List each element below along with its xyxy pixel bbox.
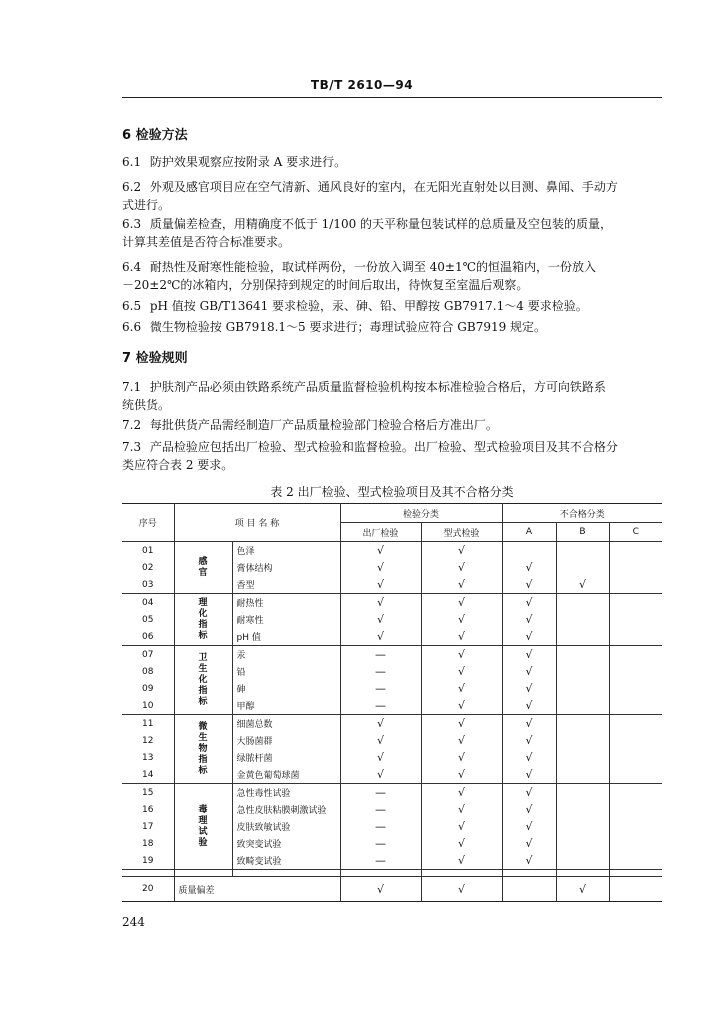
paragraph-line [122, 196, 667, 214]
row-item: 铅 [232, 663, 340, 680]
separator-cell [174, 870, 232, 877]
factory-check: √ [340, 732, 421, 749]
row-no: 20 [122, 877, 174, 902]
paragraph-line [122, 456, 667, 474]
class-c-mark [609, 732, 662, 749]
type-check: √ [421, 766, 502, 784]
type-check: √ [421, 818, 502, 835]
type-check: √ [421, 877, 502, 902]
class-a-mark: √ [502, 818, 556, 835]
class-c-mark [609, 680, 662, 697]
class-b-mark: √ [556, 576, 609, 594]
header-b: B [556, 523, 609, 542]
factory-check: √ [340, 715, 421, 733]
separator-cell [502, 870, 556, 877]
class-a-mark: √ [502, 852, 556, 870]
group-label [174, 646, 232, 715]
class-b-mark [556, 715, 609, 733]
paragraph-line [122, 215, 667, 233]
factory-check: — [340, 680, 421, 697]
type-check: √ [421, 801, 502, 818]
clause-number: 6.5 [122, 299, 142, 313]
header-item: 项 目 名 称 [174, 504, 340, 542]
class-a-mark: √ [502, 732, 556, 749]
row-item: 大肠菌群 [232, 732, 340, 749]
paragraph-7-3 [122, 438, 667, 474]
factory-check: — [340, 801, 421, 818]
header-inspect-group: 检验分类 [340, 504, 502, 523]
class-c-mark [609, 611, 662, 628]
class-c-mark [609, 835, 662, 852]
group-name: 毒理试验 [198, 804, 208, 848]
class-b-mark: √ [556, 877, 609, 902]
header-a: A [502, 523, 556, 542]
row-item: 汞 [232, 646, 340, 664]
class-a-mark: √ [502, 715, 556, 733]
factory-check: √ [340, 628, 421, 646]
class-b-mark [556, 646, 609, 664]
class-a-mark: √ [502, 628, 556, 646]
header-rule [122, 97, 662, 98]
class-b-mark [556, 542, 609, 560]
row-no: 18 [122, 835, 174, 852]
factory-check: — [340, 784, 421, 802]
paragraph-6-3 [122, 215, 667, 251]
class-a-mark: √ [502, 680, 556, 697]
paragraph-line [122, 258, 667, 276]
separator-row [122, 870, 662, 877]
paragraph-6-2 [122, 178, 667, 214]
class-a-mark: √ [502, 749, 556, 766]
class-c-mark [609, 852, 662, 870]
class-c-mark [609, 663, 662, 680]
table-caption: 表 2 出厂检验、型式检验项目及其不合格分类 [270, 485, 514, 499]
separator-cell [232, 870, 340, 877]
table-row [122, 646, 662, 664]
clause-text: 计算其差值是否符合标准要求。 [122, 235, 291, 249]
row-no: 12 [122, 732, 174, 749]
row-no: 08 [122, 663, 174, 680]
row-item: 绿脓杆菌 [232, 749, 340, 766]
row-no: 17 [122, 818, 174, 835]
type-check: √ [421, 594, 502, 612]
class-b-mark [556, 766, 609, 784]
row-item: 金黄色葡萄球菌 [232, 766, 340, 784]
row-no: 11 [122, 715, 174, 733]
paragraph-line [122, 396, 667, 414]
row-no: 15 [122, 784, 174, 802]
row-no: 07 [122, 646, 174, 664]
type-check: √ [421, 835, 502, 852]
class-c-mark [609, 697, 662, 715]
row-item: pH 值 [232, 628, 340, 646]
paragraph-6-1 [122, 153, 667, 171]
class-c-mark [609, 646, 662, 664]
clause-text: 耐热性及耐寒性能检验，取试样两份，一份放入调至 40±1℃的恒温箱内，一份放入 [149, 260, 597, 274]
type-check: √ [421, 697, 502, 715]
factory-check: √ [340, 542, 421, 560]
row-item: 膏体结构 [232, 559, 340, 576]
class-b-mark [556, 628, 609, 646]
class-a-mark [502, 877, 556, 902]
class-b-mark [556, 818, 609, 835]
class-b-mark [556, 559, 609, 576]
type-check: √ [421, 663, 502, 680]
paragraph-line [122, 178, 667, 196]
clause-number: 7.1 [122, 380, 142, 394]
separator-cell [556, 870, 609, 877]
clause-number: 7.3 [122, 440, 142, 454]
table-row [122, 877, 662, 902]
clause-text: 式进行。 [122, 198, 171, 212]
class-a-mark: √ [502, 697, 556, 715]
class-a-mark: √ [502, 766, 556, 784]
class-a-mark: √ [502, 594, 556, 612]
class-c-mark [609, 559, 662, 576]
clause-number: 6.4 [122, 260, 142, 274]
clause-text: －20±2℃的冰箱内，分别保持到规定的时间后取出，待恢复至室温后观察。 [122, 278, 529, 292]
class-c-mark [609, 542, 662, 560]
class-b-mark [556, 611, 609, 628]
paragraph-line [122, 416, 667, 434]
class-a-mark: √ [502, 835, 556, 852]
type-check: √ [421, 646, 502, 664]
row-item: 耐寒性 [232, 611, 340, 628]
class-b-mark [556, 697, 609, 715]
class-b-mark [556, 801, 609, 818]
group-name: 感官 [198, 556, 208, 578]
factory-check: √ [340, 877, 421, 902]
row-no: 10 [122, 697, 174, 715]
type-check: √ [421, 715, 502, 733]
clause-text: 产品检验应包括出厂检验、型式检验和监督检验。出厂检验、型式检验项目及其不合格分 [149, 440, 618, 454]
factory-check: √ [340, 594, 421, 612]
row-item: 细菌总数 [232, 715, 340, 733]
group-name: 卫生化指标 [198, 652, 208, 707]
factory-check: √ [340, 559, 421, 576]
class-b-mark [556, 732, 609, 749]
class-c-mark [609, 784, 662, 802]
separator-cell [122, 870, 174, 877]
row-no: 04 [122, 594, 174, 612]
row-no: 05 [122, 611, 174, 628]
row-no: 01 [122, 542, 174, 560]
group-label [174, 542, 232, 594]
group-label [174, 784, 232, 870]
row-item: 砷 [232, 680, 340, 697]
clause-number: 6.2 [122, 180, 142, 194]
clause-number: 6.3 [122, 217, 142, 231]
clause-text: 护肤剂产品必须由铁路系统产品质量监督检验机构按本标准检验合格后，方可向铁路系 [149, 380, 606, 394]
row-no: 06 [122, 628, 174, 646]
factory-check: √ [340, 611, 421, 628]
factory-check: √ [340, 576, 421, 594]
class-a-mark: √ [502, 611, 556, 628]
row-no: 09 [122, 680, 174, 697]
section6-heading: 6 检验方法 [122, 128, 188, 143]
class-b-mark [556, 680, 609, 697]
class-a-mark: √ [502, 576, 556, 594]
row-item: 致畸变试验 [232, 852, 340, 870]
clause-number: 6.1 [122, 155, 142, 169]
factory-check: — [340, 697, 421, 715]
group-label [174, 715, 232, 784]
separator-cell [421, 870, 502, 877]
paragraph-7-2 [122, 416, 667, 434]
row-no: 03 [122, 576, 174, 594]
row-no: 19 [122, 852, 174, 870]
clause-text: 质量偏差检查，用精确度不低于 1/100 的天平称量包装试样的总质量及空包装的质量， [149, 217, 613, 231]
class-b-mark [556, 663, 609, 680]
clause-text: 外观及感官项目应在空气清新、通风良好的室内，在无阳光直射处以目测、鼻闻、手动方 [149, 180, 618, 194]
paragraph-7-1 [122, 378, 667, 414]
class-c-mark [609, 749, 662, 766]
row-item: 致突变试验 [232, 835, 340, 852]
class-b-mark [556, 852, 609, 870]
class-a-mark: √ [502, 663, 556, 680]
factory-check: — [340, 852, 421, 870]
type-check: √ [421, 784, 502, 802]
class-b-mark [556, 594, 609, 612]
class-a-mark: √ [502, 646, 556, 664]
class-c-mark [609, 801, 662, 818]
row-item: 急性皮肤粘膜刺激试验 [232, 801, 340, 818]
class-b-mark [556, 835, 609, 852]
clause-number: 6.6 [122, 320, 142, 334]
clause-text: 每批供货产品需经制造厂产品质量检验部门检验合格后方准出厂。 [149, 418, 498, 432]
paragraph-line [122, 297, 667, 315]
group-label [174, 594, 232, 646]
paragraph-line [122, 276, 667, 294]
class-a-mark: √ [502, 559, 556, 576]
row-item: 急性毒性试验 [232, 784, 340, 802]
inspection-table [122, 503, 662, 902]
factory-check: — [340, 835, 421, 852]
group-name: 理化指标 [198, 597, 208, 641]
page-number: 244 [122, 915, 145, 929]
type-check: √ [421, 559, 502, 576]
clause-text: 类应符合表 2 要求。 [122, 458, 234, 472]
section7-heading: 7 检验规则 [122, 351, 188, 366]
row-item: 皮肤致敏试验 [232, 818, 340, 835]
clause-text: 微生物检验按 GB7918.1～5 要求进行；毒理试验应符合 GB7919 规定。 [149, 320, 547, 334]
class-c-mark [609, 818, 662, 835]
class-c-mark [609, 594, 662, 612]
row-no: 02 [122, 559, 174, 576]
table-row [122, 715, 662, 733]
type-check: √ [421, 680, 502, 697]
group-name: 微生物指标 [198, 721, 208, 776]
clause-text: 防护效果观察应按附录 A 要求进行。 [149, 155, 347, 169]
table-row [122, 594, 662, 612]
class-c-mark [609, 766, 662, 784]
header-factory: 出厂检验 [340, 523, 421, 542]
paragraph-6-5 [122, 297, 667, 315]
paragraph-line [122, 378, 667, 396]
row-item: 甲醇 [232, 697, 340, 715]
row-item: 耐热性 [232, 594, 340, 612]
page-header-title: TB/T 2610—94 [310, 78, 414, 92]
paragraph-line [122, 153, 667, 171]
type-check: √ [421, 576, 502, 594]
factory-check: — [340, 646, 421, 664]
header-no: 序号 [122, 504, 174, 542]
paragraph-6-4 [122, 258, 667, 294]
type-check: √ [421, 628, 502, 646]
row-no: 16 [122, 801, 174, 818]
table-row [122, 784, 662, 802]
paragraph-line [122, 438, 667, 456]
class-a-mark [502, 542, 556, 560]
class-c-mark [609, 715, 662, 733]
clause-text: pH 值按 GB/T13641 要求检验，汞、砷、铅、甲醇按 GB7917.1～4 要求检验。 [149, 299, 588, 313]
row-item: 质量偏差 [174, 877, 340, 902]
type-check: √ [421, 732, 502, 749]
table-row [122, 542, 662, 560]
separator-cell [609, 870, 662, 877]
type-check: √ [421, 542, 502, 560]
row-item: 色泽 [232, 542, 340, 560]
type-check: √ [421, 852, 502, 870]
class-a-mark: √ [502, 784, 556, 802]
class-a-mark: √ [502, 801, 556, 818]
type-check: √ [421, 611, 502, 628]
factory-check: — [340, 663, 421, 680]
class-b-mark [556, 784, 609, 802]
header-nonconf-group: 不合格分类 [502, 504, 662, 523]
paragraph-line [122, 318, 667, 336]
class-b-mark [556, 749, 609, 766]
factory-check: √ [340, 766, 421, 784]
type-check: √ [421, 749, 502, 766]
clause-text: 统供货。 [122, 398, 171, 412]
row-no: 13 [122, 749, 174, 766]
class-c-mark [609, 877, 662, 902]
paragraph-line [122, 233, 667, 251]
row-no: 14 [122, 766, 174, 784]
header-c: C [609, 523, 662, 542]
factory-check: √ [340, 749, 421, 766]
row-item: 香型 [232, 576, 340, 594]
paragraph-6-6 [122, 318, 667, 336]
class-c-mark [609, 576, 662, 594]
class-c-mark [609, 628, 662, 646]
clause-number: 7.2 [122, 418, 142, 432]
factory-check: — [340, 818, 421, 835]
header-type: 型式检验 [421, 523, 502, 542]
separator-cell [340, 870, 421, 877]
